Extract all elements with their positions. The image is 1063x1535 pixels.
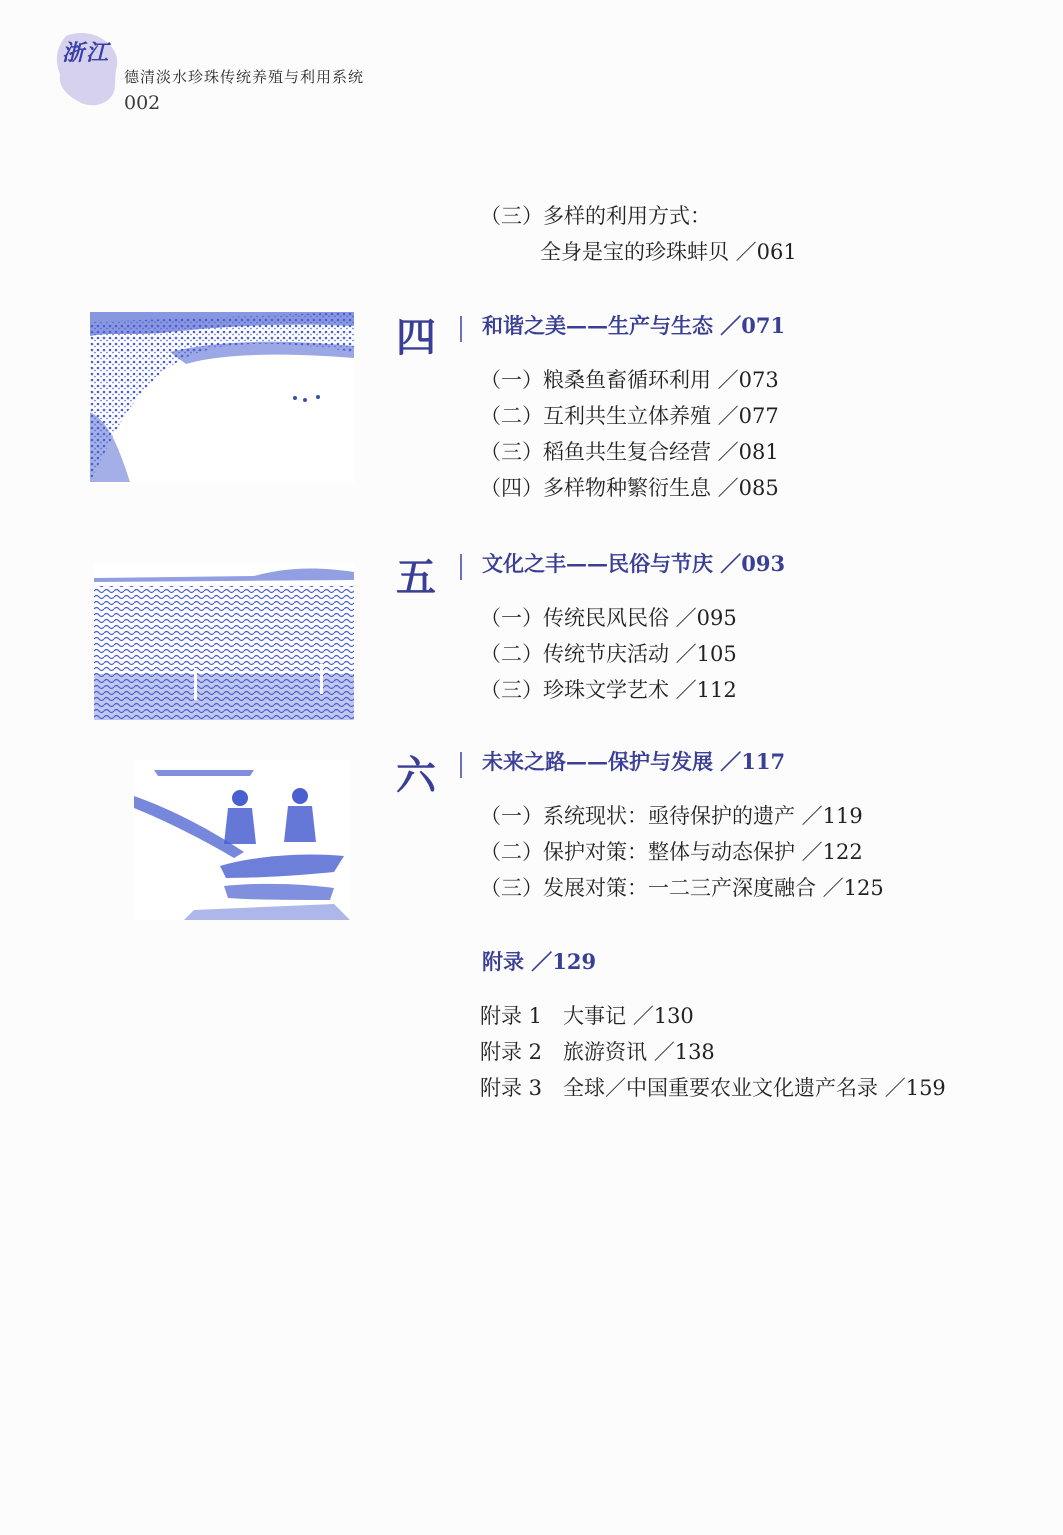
toc-item-4-4: （四）多样物种繁衍生息 ／085: [480, 476, 779, 500]
appendix-item-2: 附录 2 旅游资讯 ／138: [480, 1040, 715, 1064]
toc-item-5-1: （一）传统民风民俗 ／095: [480, 606, 737, 630]
toc-item-5-2: （二）传统节庆活动 ／105: [480, 642, 737, 666]
chapter-6-title: 未来之路——保护与发展 ／117: [482, 749, 786, 774]
chapter-6-number: 六: [396, 752, 436, 799]
toc-item-6-2: （二）保护对策：整体与动态保护 ／122: [480, 840, 863, 864]
logo-text: 浙江: [62, 40, 111, 66]
chapter-5-divider: [460, 554, 462, 580]
toc-item-4-1: （一）粮桑鱼畜循环利用 ／073: [480, 368, 779, 392]
boat-workers-photo: [134, 760, 350, 920]
toc-item-3-3: （三）多样的利用方式：: [480, 204, 711, 228]
chapter-4-title: 和谐之美——生产与生态 ／071: [482, 313, 786, 338]
toc-item-4-3: （三）稻鱼共生复合经营 ／081: [480, 440, 779, 464]
toc-item-6-3: （三）发展对策：一二三产深度融合 ／125: [480, 876, 884, 900]
running-header-title: 德清淡水珍珠传统养殖与利用系统: [124, 68, 365, 86]
appendix-title: 附录 ／129: [482, 949, 597, 974]
water-surface-photo: [94, 564, 354, 720]
toc-item-6-1: （一）系统现状：亟待保护的遗产 ／119: [480, 804, 863, 828]
chapter-6-divider: [460, 752, 462, 778]
page-number: 002: [124, 92, 161, 114]
chapter-4-divider: [460, 316, 462, 342]
chapter-5-title: 文化之丰——民俗与节庆 ／093: [482, 551, 786, 576]
chapter-5-number: 五: [396, 554, 436, 601]
appendix-item-1: 附录 1 大事记 ／130: [480, 1004, 694, 1028]
appendix-item-3: 附录 3 全球／中国重要农业文化遗产名录 ／159: [480, 1076, 946, 1100]
chapter-4-number: 四: [396, 314, 436, 361]
toc-item-5-3: （三）珍珠文学艺术 ／112: [480, 678, 737, 702]
lake-shore-photo: [90, 312, 354, 482]
toc-item-4-2: （二）互利共生立体养殖 ／077: [480, 404, 779, 428]
toc-item-3-3-subtitle: 全身是宝的珍珠蚌贝 ／061: [540, 240, 797, 264]
